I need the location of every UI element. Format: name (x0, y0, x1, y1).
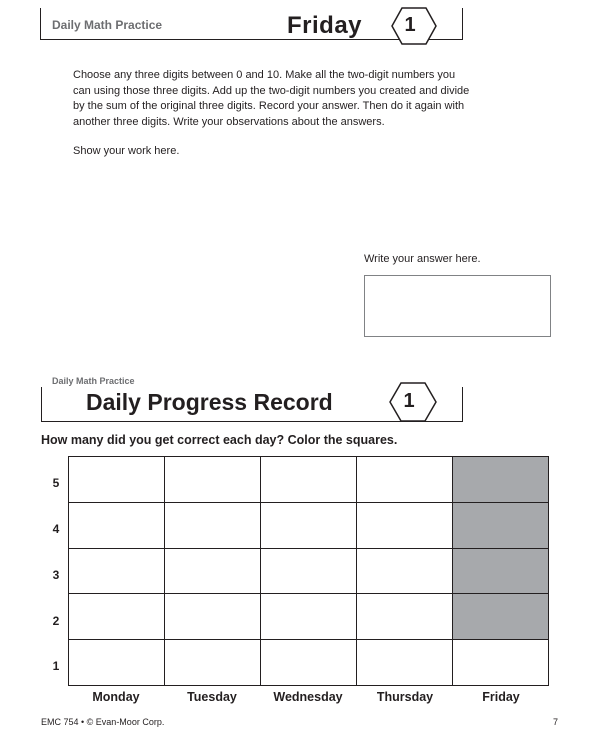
grid-cell-wednesday-4[interactable] (261, 503, 357, 549)
day-label-tuesday: Tuesday (187, 690, 237, 704)
grid-cell-monday-2[interactable] (69, 594, 165, 640)
grid-cell-thursday-4[interactable] (357, 503, 453, 549)
problem-text: Choose any three digits between 0 and 10. Make all the two-digit numbers you can using those three digits. Add up the two-digit numbers you created and divide by the sum of the original three digits. Record your answer. Then do it again with another three digits. Write your observations about the answers. (73, 69, 470, 128)
grid-cell-thursday-1[interactable] (357, 640, 453, 686)
grid-cell-wednesday-2[interactable] (261, 594, 357, 640)
row-number: 1 (52, 659, 60, 673)
day-label-monday: Monday (92, 690, 140, 704)
page-number: 7 (553, 717, 559, 727)
row-number: 3 (52, 568, 60, 582)
grid-cell-thursday-5[interactable] (357, 457, 453, 503)
progress-title: Daily Progress Record (86, 389, 333, 415)
answer-label: Write your answer here. (364, 253, 481, 265)
progress-series-label: Daily Math Practice (52, 376, 135, 386)
week-number: 1 (404, 14, 416, 36)
progress-week-number: 1 (403, 390, 415, 412)
grid-cell-wednesday-5[interactable] (261, 457, 357, 503)
day-label-wednesday: Wednesday (273, 690, 343, 704)
grid-cell-monday-4[interactable] (69, 503, 165, 549)
instruction-text: How many did you get correct each day? Color the squares. (41, 433, 398, 447)
row-number: 5 (52, 476, 60, 490)
grid-cell-monday-5[interactable] (69, 457, 165, 503)
grid-cell-tuesday-5[interactable] (165, 457, 261, 503)
grid-cell-tuesday-3[interactable] (165, 549, 261, 595)
grid-cell-friday-5[interactable] (453, 457, 549, 503)
answer-box[interactable] (364, 275, 551, 337)
work-label: Show your work here. (73, 145, 180, 157)
footer-copyright: EMC 754 • © Evan-Moor Corp. (41, 717, 165, 727)
progress-grid (68, 456, 549, 686)
grid-cell-wednesday-3[interactable] (261, 549, 357, 595)
grid-cell-thursday-3[interactable] (357, 549, 453, 595)
grid-cell-thursday-2[interactable] (357, 594, 453, 640)
grid-cell-tuesday-1[interactable] (165, 640, 261, 686)
grid-cell-friday-4[interactable] (453, 503, 549, 549)
row-number: 2 (52, 614, 60, 628)
grid-cell-friday-3[interactable] (453, 549, 549, 595)
day-label-thursday: Thursday (376, 690, 434, 704)
grid-cell-wednesday-1[interactable] (261, 640, 357, 686)
row-number: 4 (52, 522, 60, 536)
grid-cell-friday-2[interactable] (453, 594, 549, 640)
grid-cell-tuesday-2[interactable] (165, 594, 261, 640)
day-title: Friday (287, 12, 363, 39)
grid-cell-monday-3[interactable] (69, 549, 165, 595)
grid-cell-friday-1[interactable] (453, 640, 549, 686)
grid-cell-monday-1[interactable] (69, 640, 165, 686)
grid-cell-tuesday-4[interactable] (165, 503, 261, 549)
day-label-friday: Friday (482, 690, 520, 704)
series-label: Daily Math Practice (52, 18, 163, 32)
